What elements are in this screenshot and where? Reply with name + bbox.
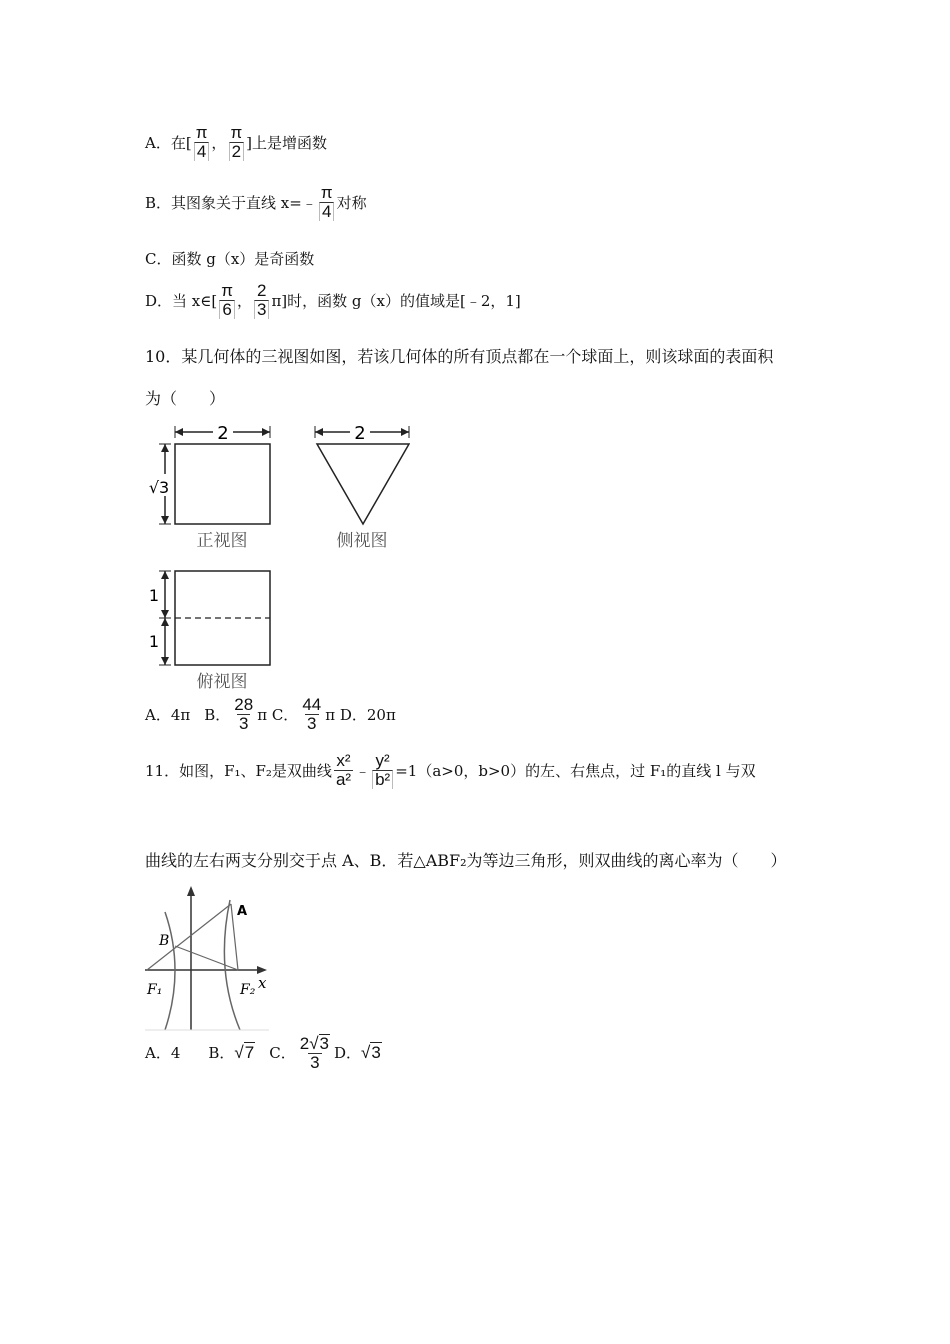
hyperbola-figure (145, 884, 270, 1032)
fraction: $\frac{2}{3}$ (254, 282, 269, 319)
arrow-down-icon (161, 657, 169, 665)
fraction: $\frac{\text{y²}}{\text{b²}}$ (372, 752, 393, 789)
front-view-rect (175, 444, 270, 524)
top-dim2-label: 1 (148, 632, 160, 651)
q9-a-prefix: A．在[ (145, 133, 192, 152)
front-height-label: √3 (148, 478, 170, 497)
arrow-right-icon (401, 428, 409, 436)
arrow-right-icon (257, 966, 267, 974)
sqrt-expression: √ 3 (361, 1043, 381, 1063)
fraction: $\frac{28}{3}$ (234, 695, 254, 733)
q11-options: A．4 B． √ 7 C． 2 √ 3 3 D． √ 3 (145, 1034, 381, 1072)
fraction: $\frac{\pi}{4}$ (320, 183, 333, 221)
q9-option-b: B．其图象关于直线 x=﹣ $\frac{\pi}{4}$ 对称 (145, 183, 367, 221)
q9-option-a: A．在[ $\frac{\pi}{4}$ ， $\frac{\pi}{2}$ ]上是增函数 (145, 123, 328, 161)
arrow-left-icon (315, 428, 323, 436)
arrow-up-icon (161, 444, 169, 452)
arrow-down-icon (161, 610, 169, 618)
point-b-label: B (159, 933, 170, 949)
q10-stem-line1: 10．某几何体的三视图如图，若该几何体的所有顶点都在一个球面上，则该球面的表面积 (145, 347, 774, 366)
side-view-caption: 侧视图 (336, 531, 388, 551)
left-branch (165, 912, 175, 1030)
q10-stem-line2: 为（ ） (145, 389, 226, 408)
fraction: 2 √ 3 3 (299, 1034, 329, 1072)
q11-stem-line1: 11．如图，F₁、F₂是双曲线 $\frac{\text{x²}}{\text{a²}}$ ﹣ $\frac{\text{y²}}{\text{b²}}$ =1（a>0，b>0）的左、右焦点，过 F₁的直线 l 与双 (145, 751, 756, 789)
point-f1-label: F₁ (147, 982, 163, 998)
arrow-up-icon (187, 886, 195, 896)
x-axis-label: x (258, 974, 267, 992)
front-view-caption: 正视图 (196, 531, 248, 551)
sqrt-expression: √ 7 (234, 1043, 255, 1063)
point-f2-label: F₂ (240, 982, 256, 998)
point-a-label: A (237, 904, 248, 919)
top-dim1-label: 1 (148, 586, 160, 605)
side-view-triangle (317, 444, 409, 524)
fraction: $\frac{44}{3}$ (302, 695, 322, 733)
top-view-caption: 俯视图 (196, 672, 248, 690)
fraction: $\frac{\pi}{2}$ (230, 123, 243, 161)
side-width-label: 2 (354, 423, 366, 444)
q9-option-c: C．函数 g（x）是奇函数 (145, 250, 315, 268)
front-width-label: 2 (217, 423, 229, 444)
arrow-right-icon (262, 428, 270, 436)
three-view-figure (145, 418, 410, 690)
fraction: $\frac{\pi}{6}$ (221, 281, 233, 319)
arrow-left-icon (175, 428, 183, 436)
arrow-up-icon (161, 571, 169, 579)
arrow-down-icon (161, 516, 169, 524)
q10-options: A．4π B． $\frac{28}{3}$ π C． $\frac{44}{3}$ π D．20π (145, 695, 396, 733)
arrow-up-icon (161, 618, 169, 626)
q9-option-d: D．当 x∈[ $\frac{\pi}{6}$ ， $\frac{2}{3}$ π]时，函数 g（x）的值域是[﹣2，1] (145, 281, 521, 319)
q11-stem-line2: 曲线的左右两支分别交于点 A、B．若△ABF₂为等边三角形，则双曲线的离心率为（ ） (145, 851, 787, 870)
fraction: $\frac{\pi}{4}$ (195, 123, 208, 161)
fraction: $\frac{\text{x²}}{\text{a²}}$ (335, 751, 352, 789)
